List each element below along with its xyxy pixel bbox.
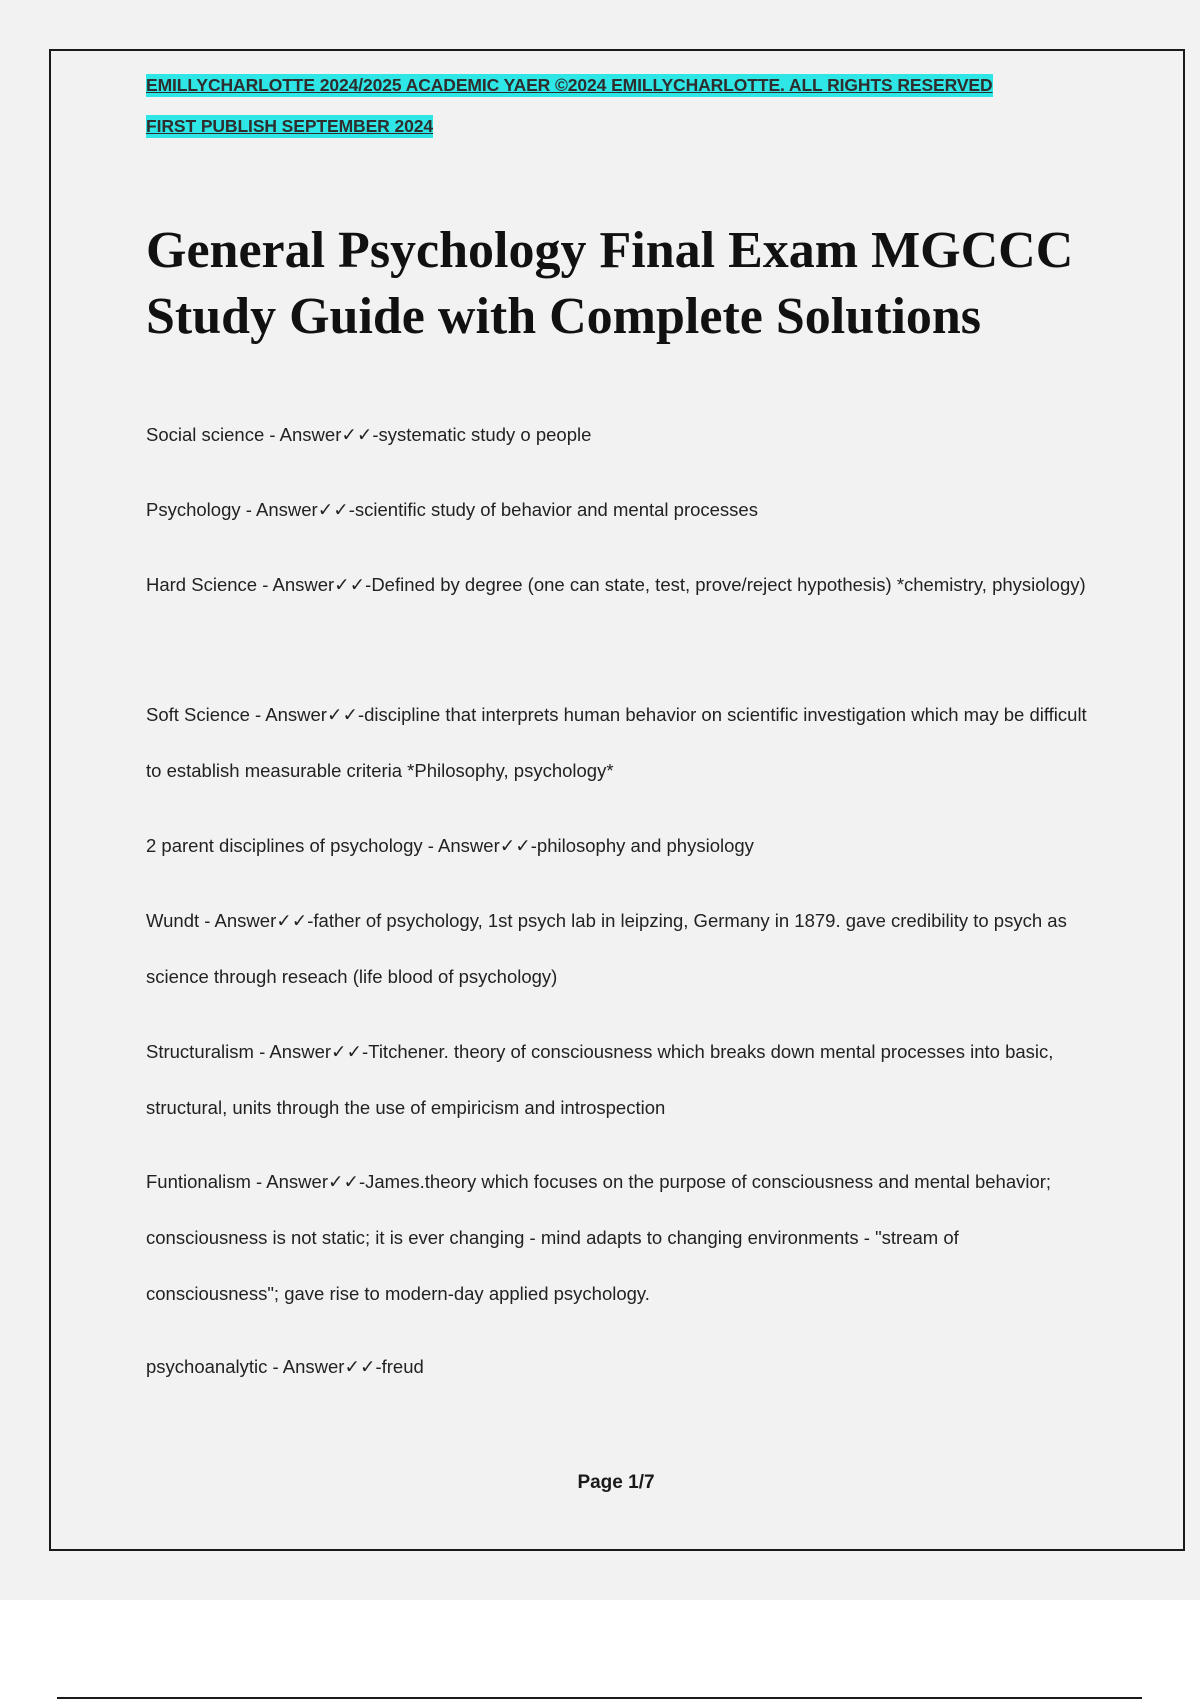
- qa-entry-parent-disciplines: 2 parent disciplines of psychology - Answer✓✓-philosophy and physiology: [146, 835, 754, 856]
- qa-entry-wundt: Wundt - Answer✓✓-father of psychology, 1st psych lab in leipzing, Germany in 1879. gave credibility to psych as science through reseach (life blood of psychology): [146, 910, 1067, 987]
- next-page-rule: [57, 1697, 1142, 1699]
- title-line-2: Study Guide with Complete Solutions: [146, 288, 982, 345]
- qa-entry-functionalism: Funtionalism - Answer✓✓-James.theory which focuses on the purpose of consciousness and mental behavior; consciousness is not static; it is ever changing - mind adapts to changing environments - "stream of consciousness"; gave rise to modern-day applied psychology.: [146, 1171, 1052, 1304]
- qa-entry-soft-science: Soft Science - Answer✓✓-discipline that interprets human behavior on scientific investigation which may be difficult to establish measurable criteria *Philosophy, psychology*: [146, 704, 1087, 781]
- qa-entry-hard-science: Hard Science - Answer✓✓-Defined by degree (one can state, test, prove/reject hypothesis) *chemistry, physiology): [146, 574, 1086, 595]
- qa-entry-social-science: Social science - Answer✓✓-systematic study o people: [146, 424, 592, 445]
- qa-entry-psychology: Psychology - Answer✓✓-scientific study of behavior and mental processes: [146, 499, 758, 520]
- publish-date-header: FIRST PUBLISH SEPTEMBER 2024: [146, 116, 433, 136]
- document-title: [146, 218, 1156, 350]
- page-number: Page 1/7: [577, 1472, 655, 1493]
- copyright-header: EMILLYCHARLOTTE 2024/2025 ACADEMIC YAER ©2024 EMILLYCHARLOTTE. ALL RIGHTS RESERVED: [146, 75, 993, 95]
- title-line-1: General Psychology Final Exam MGCCC: [146, 222, 1074, 279]
- qa-entry-structuralism: Structuralism - Answer✓✓-Titchener. theory of consciousness which breaks down mental processes into basic, structural, units through the use of empiricism and introspection: [146, 1041, 1054, 1118]
- qa-entry-psychoanalytic: psychoanalytic - Answer✓✓-freud: [146, 1356, 424, 1377]
